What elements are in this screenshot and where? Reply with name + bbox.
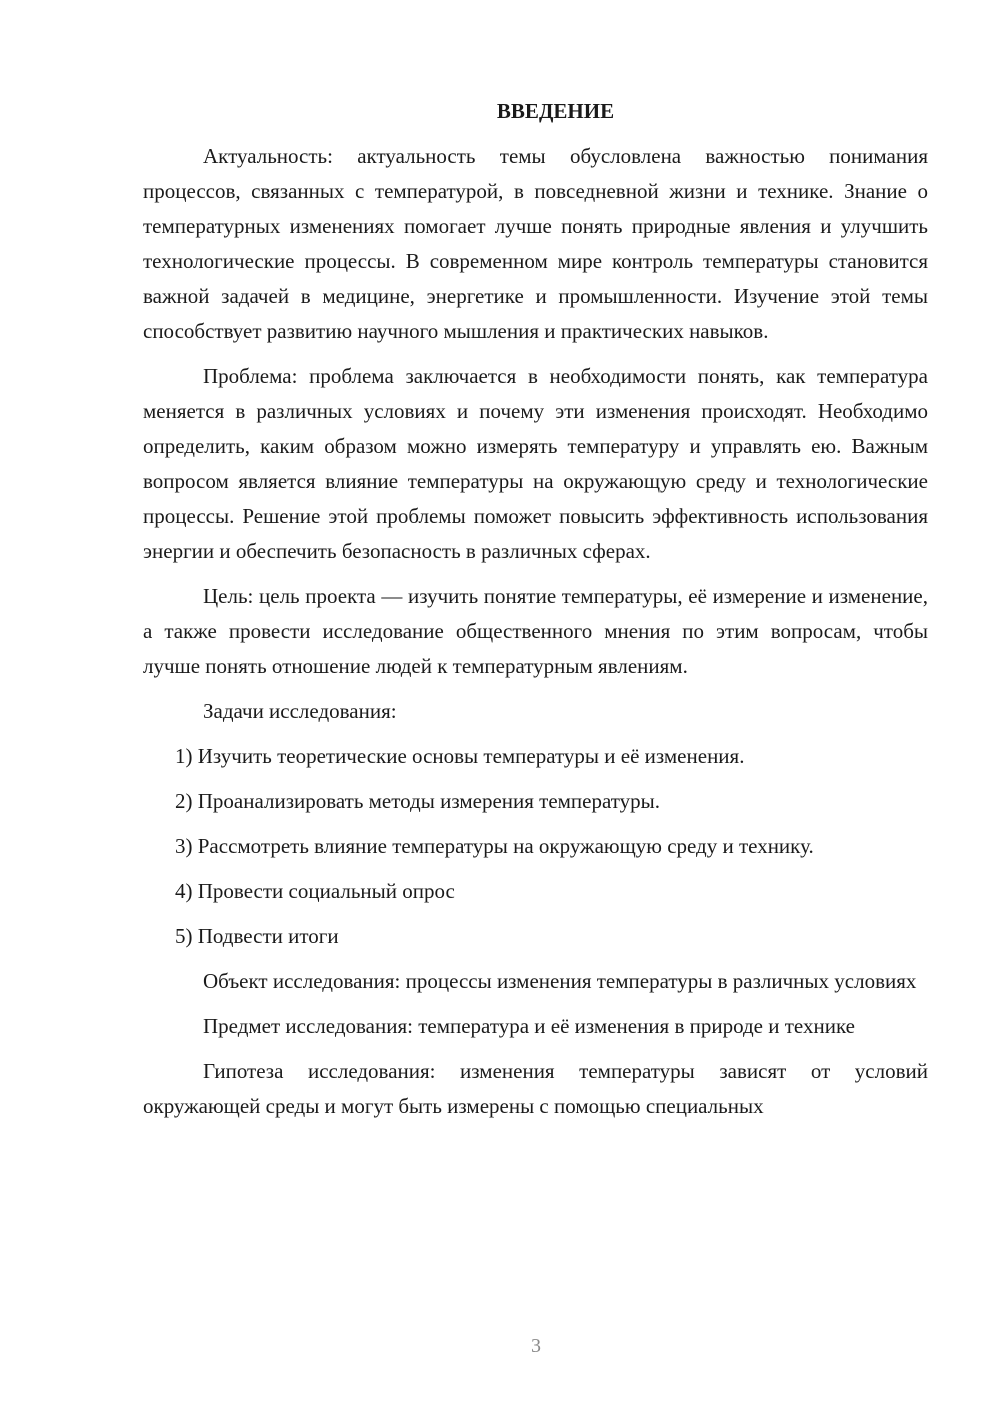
object-paragraph: Объект исследования: процессы изменения температуры в различных условиях	[203, 969, 917, 993]
tasks-heading: Задачи исследования:	[203, 699, 397, 723]
hypothesis-paragraph: Гипотеза исследования: изменения температуры зависят от условий окружающей среды и могут быть измерены с помощью специальных	[143, 1059, 928, 1118]
page-number: 3	[531, 1335, 541, 1357]
problem-paragraph: Проблема: проблема заключается в необходимости понять, как температура меняется в различных условиях и почему эти изменения происходят. Необходимо определить, каким образом можно измерять температуру и управлять ею. Важным вопросом является влияние температуры на окружающую среду и технологические процессы. Решение этой проблемы поможет повысить эффективность использования энергии и обеспечить безопасность в различных сферах.	[143, 364, 928, 563]
subject-paragraph: Предмет исследования: температура и её изменения в природе и технике	[203, 1014, 855, 1038]
goal-paragraph: Цель: цель проекта — изучить понятие температуры, её измерение и изменение, а также провести исследование общественного мнения по этим вопросам, чтобы лучше понять отношение людей к температурным явлениям.	[143, 584, 928, 678]
task-item: 5) Подвести итоги	[175, 924, 339, 948]
relevance-paragraph: Актуальность: актуальность темы обусловлена важностью понимания процессов, связанных с температурой, в повседневной жизни и технике. Знание о температурных изменениях помогает лучше понять природные явления и улучшить технологические процессы. В современном мире контроль температуры становится важной задачей в медицине, энергетике и промышленности. Изучение этой темы способствует развитию научного мышления и практических навыков.	[143, 144, 928, 343]
task-item: 4) Провести социальный опрос	[175, 879, 455, 903]
section-title: ВВЕДЕНИЕ	[496, 99, 615, 123]
task-item: 1) Изучить теоретические основы температуры и её изменения.	[175, 744, 745, 768]
task-item: 3) Рассмотреть влияние температуры на окружающую среду и технику.	[175, 834, 814, 858]
task-item: 2) Проанализировать методы измерения температуры.	[175, 789, 661, 813]
document-body	[143, 94, 928, 1124]
